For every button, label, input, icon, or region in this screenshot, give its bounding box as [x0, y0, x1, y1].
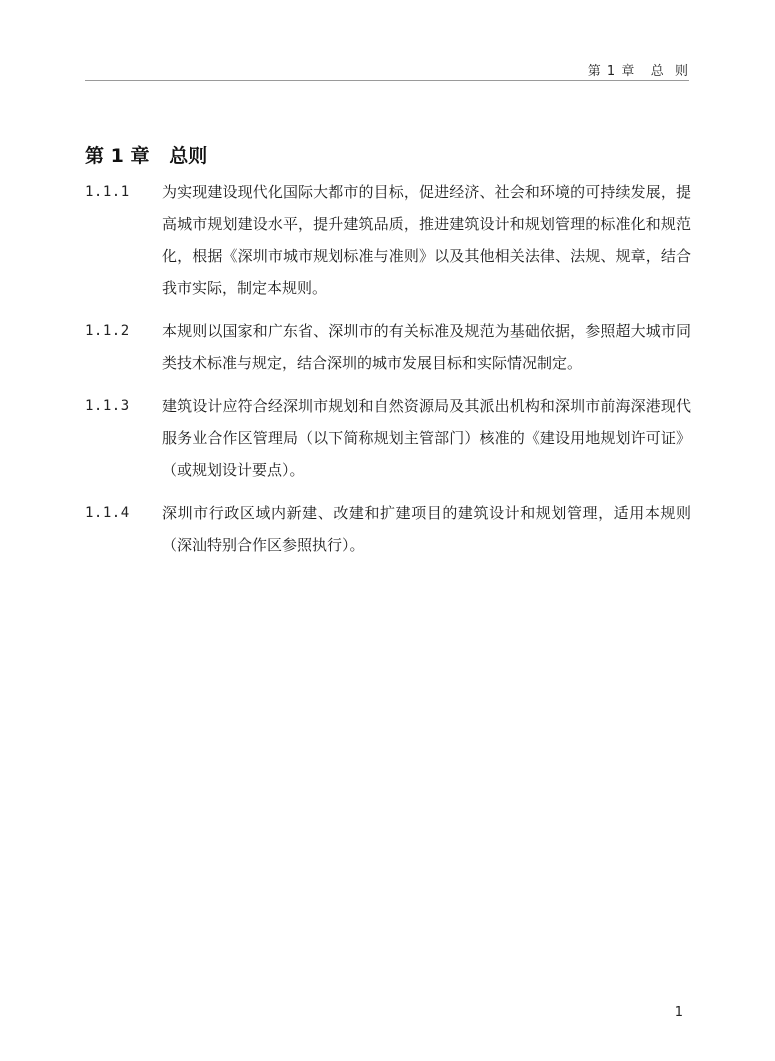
page-number: 1 [674, 1005, 683, 1020]
clause-item [85, 497, 691, 561]
clause-item [85, 176, 691, 304]
clause-text: 为实现建设现代化国际大都市的目标，促进经济、社会和环境的可持续发展，提高城市规划建设水平，提升建筑品质，推进建筑设计和规划管理的标准化和规范化，根据《深圳市城市规划标准与准则》以及其他相关法律、法规、规章，结合我市实际，制定本规则。 [162, 183, 691, 297]
clause-item [85, 390, 691, 486]
running-header: 第 1 章 总 则 [587, 64, 689, 79]
clause-number: 1.1.1 [85, 184, 130, 200]
clause-text: 深圳市行政区域内新建、改建和扩建项目的建筑设计和规划管理，适用本规则（深汕特别合作区参照执行）。 [162, 504, 691, 554]
clause-number: 1.1.4 [85, 505, 130, 521]
clause-text: 建筑设计应符合经深圳市规划和自然资源局及其派出机构和深圳市前海深港现代服务业合作区管理局（以下简称规划主管部门）核准的《建设用地规划许可证》（或规划设计要点）。 [162, 397, 691, 479]
chapter-title: 第 1 章 总则 [85, 145, 208, 167]
clause-list [85, 176, 691, 572]
header-divider [85, 80, 689, 81]
clause-item [85, 315, 691, 379]
clause-text: 本规则以国家和广东省、深圳市的有关标准及规范为基础依据，参照超大城市同类技术标准与规定，结合深圳的城市发展目标和实际情况制定。 [162, 322, 691, 372]
clause-number: 1.1.2 [85, 323, 130, 339]
clause-number: 1.1.3 [85, 398, 130, 414]
